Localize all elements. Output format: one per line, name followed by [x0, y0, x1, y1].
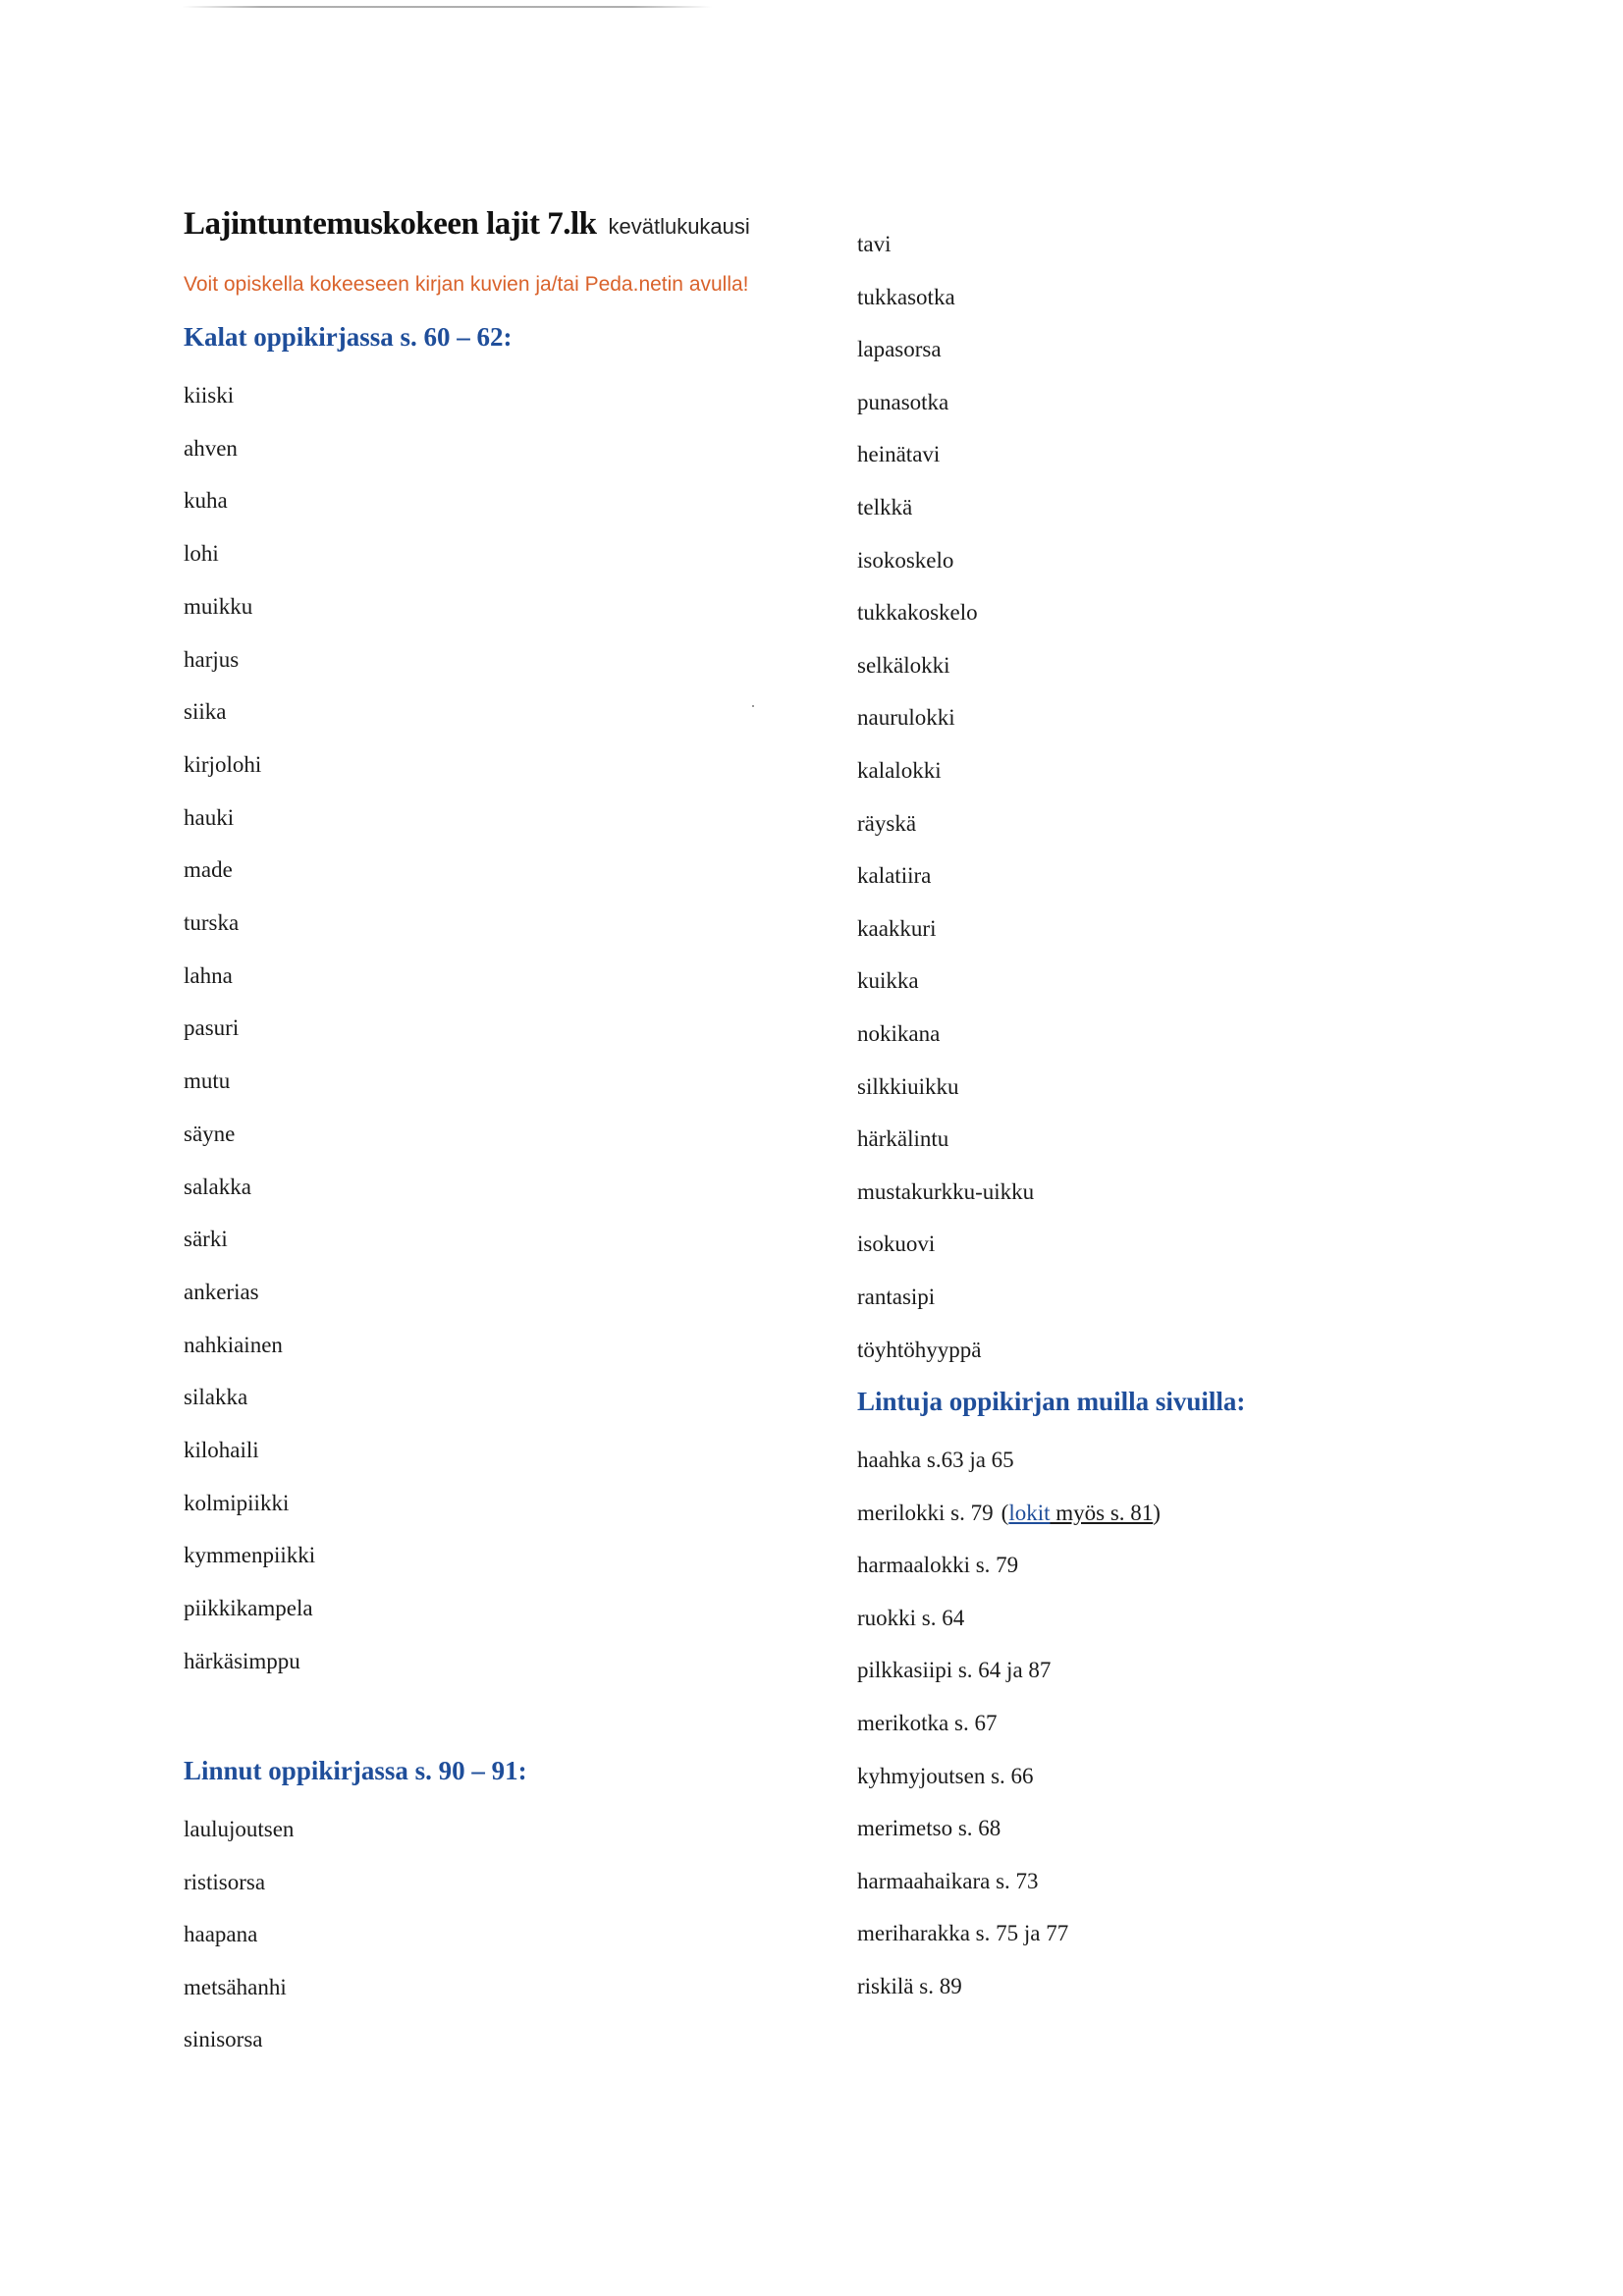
list-item: harmaalokki s. 79 [857, 1553, 1019, 1577]
list-item: mustakurkku-uikku [857, 1179, 1035, 1204]
paren-open: ( [1001, 1501, 1009, 1525]
list-item: tavi [857, 232, 892, 256]
list-item: salakka [184, 1175, 251, 1199]
list-item: telkkä [857, 495, 913, 519]
list-item: rantasipi [857, 1285, 936, 1309]
list-item: ruokki s. 64 [857, 1606, 965, 1630]
list-item: silakka [184, 1385, 248, 1409]
list-item: nahkiainen [184, 1333, 283, 1357]
list-item: kyhmyjoutsen s. 66 [857, 1764, 1034, 1788]
list-item: merikotka s. 67 [857, 1711, 998, 1735]
list-item: pilkkasiipi s. 64 ja 87 [857, 1658, 1052, 1682]
list-item: heinätavi [857, 442, 941, 466]
list-item: lapasorsa [857, 337, 942, 361]
list-item: töyhtöhyyppä [857, 1338, 982, 1362]
list-item: meriharakka s. 75 ja 77 [857, 1921, 1069, 1945]
list-item: kolmipiikki [184, 1491, 290, 1515]
list-item: ristisorsa [184, 1870, 266, 1894]
list-item: säyne [184, 1121, 236, 1146]
list-item: isokoskelo [857, 548, 954, 573]
list-item: lohi [184, 541, 219, 566]
list-item: riskilä s. 89 [857, 1974, 962, 1998]
paren-close: ) [1153, 1501, 1161, 1525]
list-item: ankerias [184, 1280, 259, 1304]
list-item: kaakkuri [857, 916, 937, 941]
list-item: kalatiira [857, 863, 932, 888]
list-item: piikkikampela [184, 1596, 313, 1620]
list-item: naurulokki [857, 705, 955, 730]
lokit-link-rest[interactable]: myös s. 81 [1050, 1501, 1154, 1525]
list-item: kymmenpiikki [184, 1543, 316, 1567]
title-sub: kevätlukukausi [608, 214, 750, 239]
list-item: sinisorsa [184, 2027, 263, 2051]
list-item: metsähanhi [184, 1975, 287, 1999]
list-item: harjus [184, 647, 240, 672]
list-item: punasotka [857, 390, 949, 414]
list-item: lahna [184, 963, 233, 988]
list-item: särki [184, 1227, 228, 1251]
list-item: haahka s.63 ja 65 [857, 1448, 1014, 1472]
list-item: merilokki s. 79 (lokit myös s. 81) [857, 1501, 1161, 1525]
lokit-link[interactable]: lokit [1008, 1501, 1051, 1525]
study-note: Voit opiskella kokeeseen kirjan kuvien ja/tai Peda.netin avulla! [184, 273, 749, 296]
list-item: nokikana [857, 1021, 941, 1046]
list-item: räyskä [857, 811, 917, 836]
other-birds-heading: Lintuja oppikirjan muilla sivuilla: [857, 1387, 1246, 1416]
list-item: kuha [184, 488, 228, 513]
merilokki-note [1001, 1501, 1161, 1525]
list-item: haapana [184, 1922, 258, 1946]
list-item: härkälintu [857, 1126, 949, 1151]
list-item: tukkakoskelo [857, 600, 978, 625]
list-item: kuikka [857, 968, 919, 993]
list-item: härkäsimppu [184, 1649, 300, 1673]
list-item: ahven [184, 436, 238, 461]
page-title [184, 206, 750, 243]
list-item: tukkasotka [857, 285, 955, 309]
list-item: siika [184, 699, 227, 724]
list-item: hauki [184, 805, 235, 830]
scan-speck [752, 705, 754, 707]
list-item: silkkiuikku [857, 1074, 959, 1099]
list-item: selkälokki [857, 653, 950, 678]
list-item: kirjolohi [184, 752, 262, 777]
scan-artifact-line [182, 6, 712, 8]
list-item: kiiski [184, 383, 235, 408]
list-item: harmaahaikara s. 73 [857, 1869, 1039, 1893]
list-item: laulujoutsen [184, 1817, 295, 1841]
title-main: Lajintuntemuskokeen lajit 7.lk [184, 206, 597, 242]
list-item: turska [184, 910, 240, 935]
list-item: isokuovi [857, 1231, 936, 1256]
list-item: mutu [184, 1068, 231, 1093]
list-item: made [184, 857, 233, 882]
list-item: merimetso s. 68 [857, 1816, 1001, 1840]
list-item: pasuri [184, 1015, 240, 1040]
list-item: kilohaili [184, 1438, 259, 1462]
birds-heading: Linnut oppikirjassa s. 90 – 91: [184, 1756, 527, 1785]
list-item: kalalokki [857, 758, 942, 783]
list-item: muikku [184, 594, 253, 619]
fish-heading: Kalat oppikirjassa s. 60 – 62: [184, 322, 513, 352]
